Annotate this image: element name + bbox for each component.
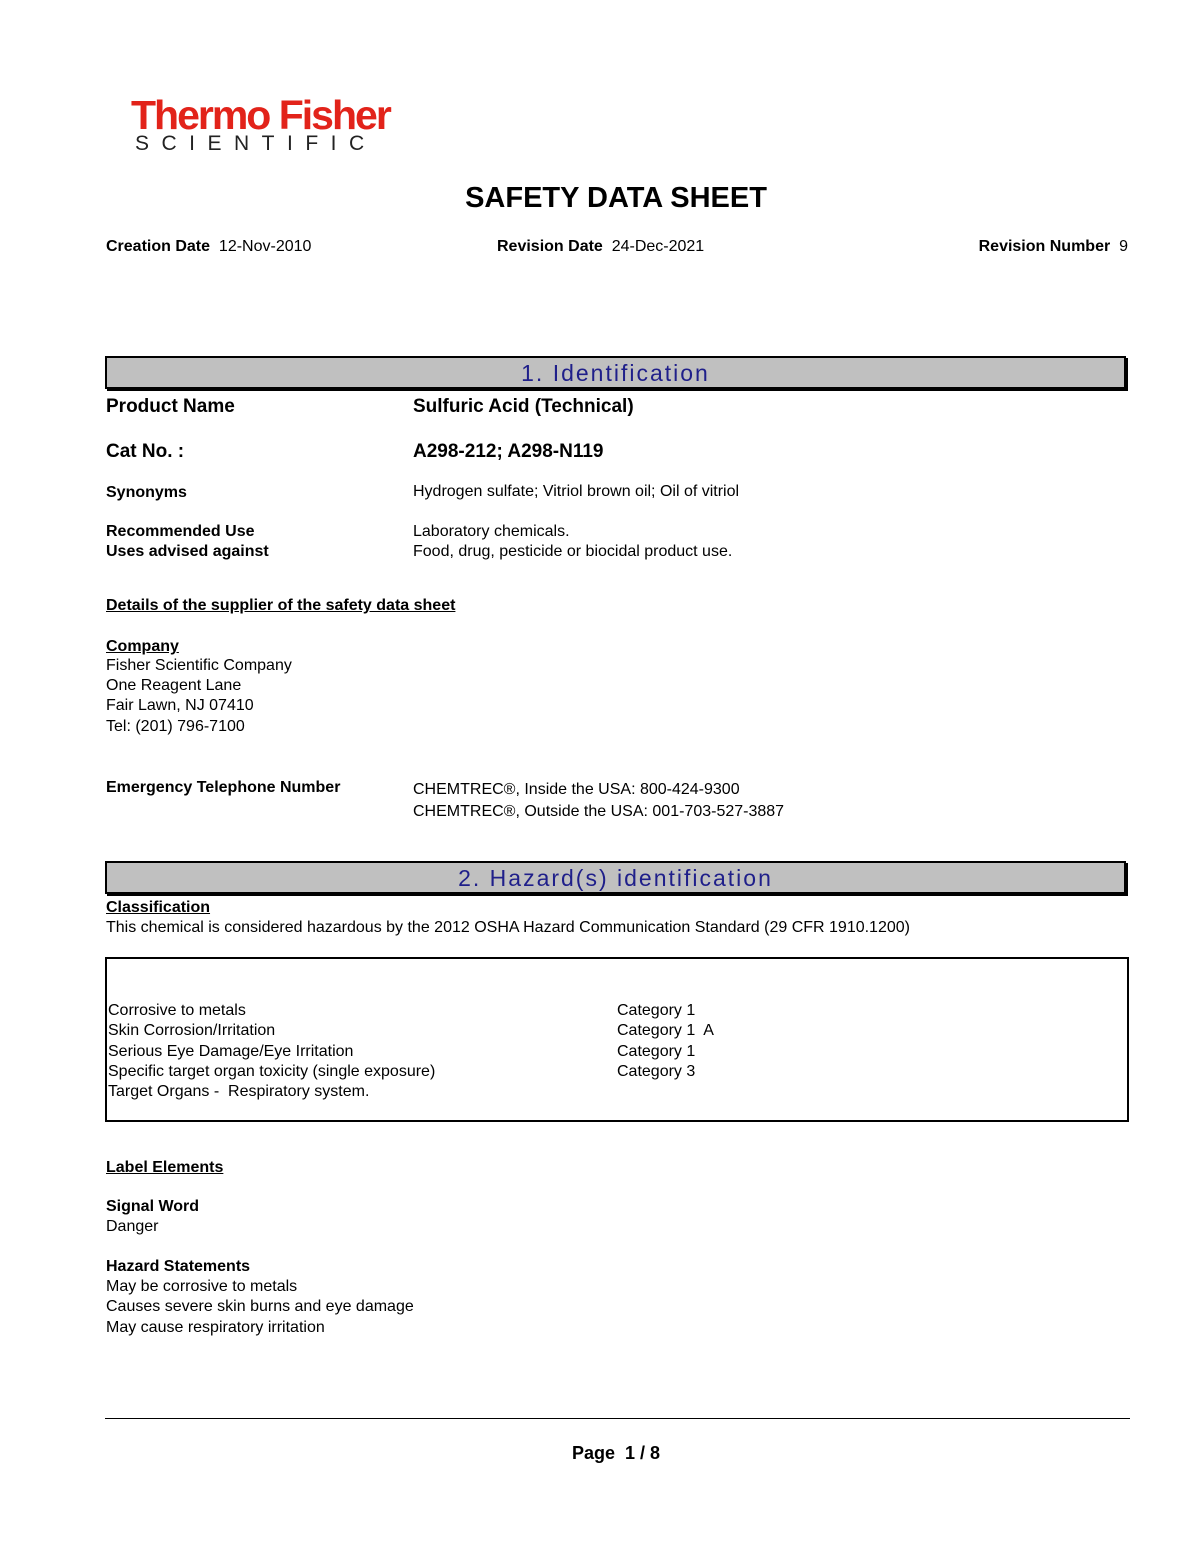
page-number: Page 1 / 8 [571, 1443, 661, 1463]
revision-number [979, 237, 1128, 257]
creation-date-label: Creation Date [106, 238, 211, 255]
section-1-header: 1. Identification [105, 356, 1126, 389]
hazard-class: Skin Corrosion/Irritation [108, 1022, 276, 1039]
supplier-details-heading: Details of the supplier of the safety data sheet [106, 597, 456, 614]
logo-subtitle: SCIENTIFIC [135, 132, 377, 155]
hazard-class: Serious Eye Damage/Eye Irritation [108, 1043, 354, 1060]
synonyms-label: Synonyms [106, 484, 187, 501]
company-heading: Company [106, 638, 179, 655]
classification-text: This chemical is considered hazardous by the 2012 OSHA Hazard Communication Standard (29 CFR 1910.1200) [106, 919, 910, 936]
revision-number-label: Revision Number [978, 238, 1111, 255]
company-line: Fisher Scientific Company [106, 657, 292, 674]
hazard-statements-heading: Hazard Statements [106, 1258, 251, 1275]
revision-date [497, 237, 704, 257]
product-name-label: Product Name [106, 396, 235, 417]
hazard-statement: May be corrosive to metals [106, 1278, 298, 1295]
section-2-header: 2. Hazard(s) identification [105, 861, 1126, 894]
company-line: One Reagent Lane [106, 677, 242, 694]
product-name-value: Sulfuric Acid (Technical) [413, 396, 634, 417]
footer-divider [105, 1418, 1130, 1419]
hazard-category: Category 1 A [617, 1022, 714, 1039]
logo-wordmark: Thermo Fisher [131, 92, 390, 138]
synonyms-value: Hydrogen sulfate; Vitriol brown oil; Oil of vitriol [413, 483, 740, 500]
revision-date-label: Revision Date [497, 238, 603, 255]
recommended-use-value: Laboratory chemicals. [413, 523, 570, 540]
cat-no-label: Cat No. : [106, 441, 185, 462]
emergency-phone-label: Emergency Telephone Number [106, 779, 341, 796]
cat-no-value: A298-212; A298-N119 [413, 441, 604, 462]
uses-advised-against-label: Uses advised against [106, 543, 269, 560]
document-title: SAFETY DATA SHEET [465, 182, 767, 214]
signal-word: Danger [106, 1218, 159, 1235]
emergency-phone-line: CHEMTREC®, Inside the USA: 800-424-9300 [413, 781, 740, 798]
recommended-use-label: Recommended Use [106, 523, 255, 540]
revision-date-value: 24-Dec-2021 [611, 238, 705, 255]
classification-heading: Classification [106, 899, 211, 916]
creation-date [106, 237, 311, 257]
revision-number-value: 9 [1119, 238, 1128, 255]
hazard-category: Category 1 [617, 1002, 696, 1019]
hazard-category: Category 1 [617, 1043, 696, 1060]
hazard-category: Category 3 [617, 1063, 696, 1080]
uses-advised-against-value: Food, drug, pesticide or biocidal product use. [413, 543, 733, 560]
creation-date-value: 12-Nov-2010 [218, 238, 312, 255]
hazard-statement: May cause respiratory irritation [106, 1319, 325, 1336]
target-organs: Target Organs - Respiratory system. [108, 1083, 370, 1100]
hazard-statement: Causes severe skin burns and eye damage [106, 1298, 414, 1315]
signal-word-heading: Signal Word [106, 1198, 200, 1215]
company-line: Tel: (201) 796-7100 [106, 718, 245, 735]
emergency-phone-line: CHEMTREC®, Outside the USA: 001-703-527-3887 [413, 803, 785, 820]
hazard-class: Specific target organ toxicity (single exposure) [108, 1063, 436, 1080]
hazard-class: Corrosive to metals [108, 1002, 246, 1019]
company-line: Fair Lawn, NJ 07410 [106, 697, 254, 714]
label-elements-heading: Label Elements [106, 1159, 224, 1176]
